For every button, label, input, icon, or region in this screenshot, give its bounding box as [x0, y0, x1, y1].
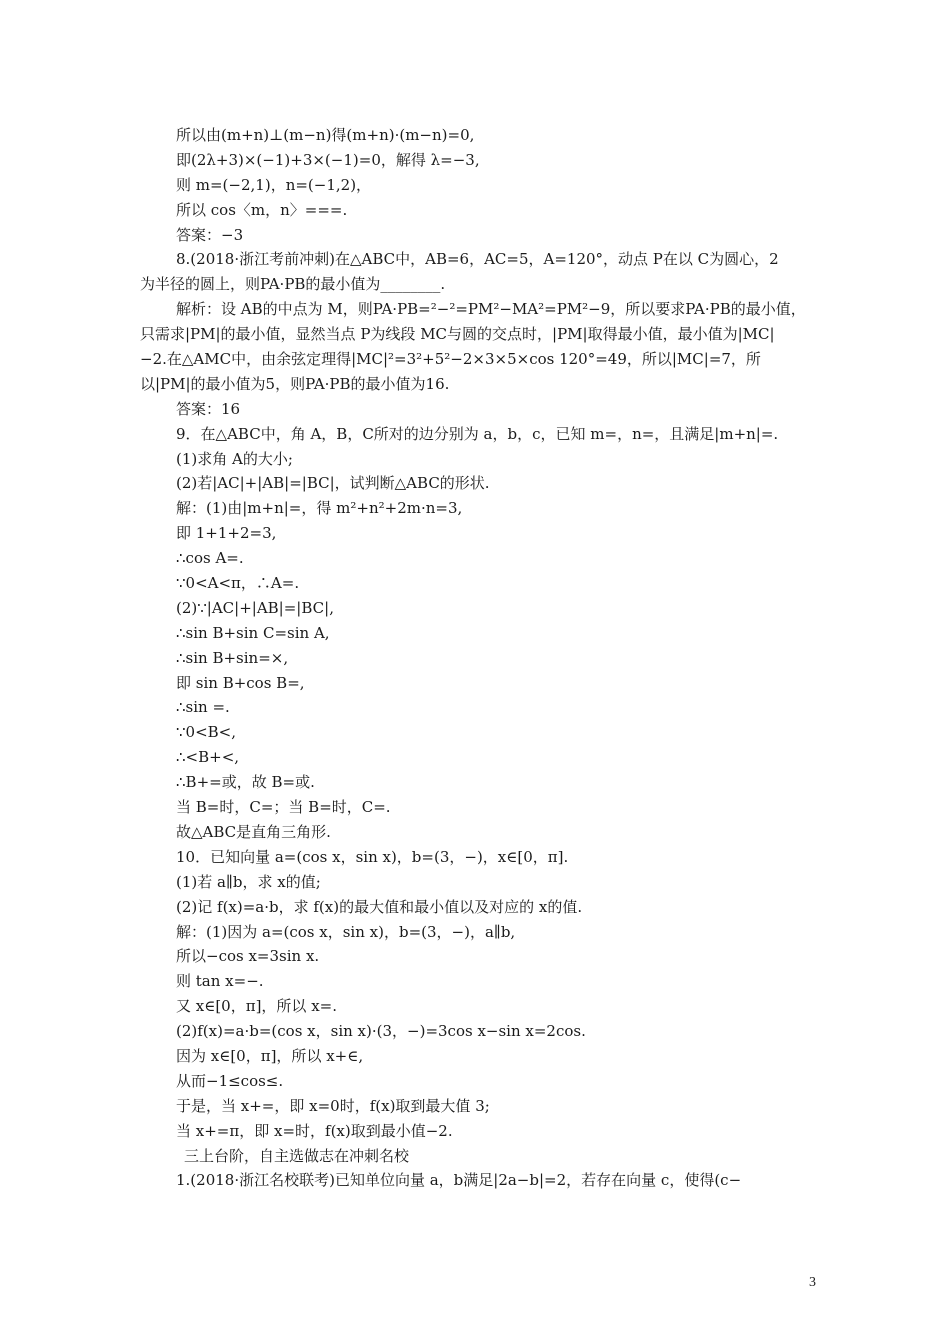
- text-line: 因为 x∈[0，π]，所以 x+∈,: [176, 1046, 364, 1065]
- analysis-line: 解析：设 AB的中点为 M，则PA·PB=²−²=PM²−MA²=PM²−9，所以要求PA·PB的最小值，: [176, 300, 806, 319]
- text-line: 解：(1)因为 a=(cos x，sin x)，b=(3，−)，a∥b,: [176, 922, 516, 941]
- question-1: 1.(2018·浙江名校联考)已知单位向量 a，b满足|2a−b|=2，若存在向量 c，使得(c−: [176, 1171, 742, 1190]
- text-line: 解：(1)由|m+n|=，得 m²+n²+2m·n=3,: [176, 499, 463, 518]
- text-line: 以|PM|的最小值为5，则PA·PB的最小值为16.: [140, 374, 450, 393]
- text-line: −2.在△AMC中，由余弦定理得|MC|²=3²+5²−2×3×5×cos 120°=49，所以|MC|=7，所: [140, 350, 761, 369]
- text-line: ∵0<A<π，∴A=.: [176, 574, 300, 593]
- question-10: 10．已知向量 a=(cos x，sin x)，b=(3，−)，x∈[0，π].: [176, 847, 569, 866]
- answer-line: 答案：16: [176, 399, 241, 418]
- text-line: 则 m=(−2,1)，n=(−1,2)，: [176, 175, 372, 194]
- text-line: 即 sin B+cos B=,: [176, 673, 305, 692]
- text-line: 所以由(m+n)⊥(m−n)得(m+n)·(m−n)=0,: [176, 126, 475, 144]
- text-line: 又 x∈[0，π]，所以 x=.: [176, 997, 338, 1016]
- text-line: ∴<B+<,: [176, 748, 240, 767]
- text-line: 为半径的圆上，则PA·PB的最小值为________.: [140, 275, 446, 294]
- text-line: ∵0<B<,: [176, 723, 237, 742]
- text-line: 故△ABC是直角三角形.: [176, 822, 331, 841]
- text-line: 所以−cos x=3sin x.: [176, 947, 320, 966]
- section-heading: 三上台阶，自主选做志在冲刺名校: [184, 1146, 410, 1165]
- text-line: 当 x+=π，即 x=时，f(x)取到最小值−2.: [176, 1121, 453, 1140]
- question-8: 8.(2018·浙江考前冲刺)在△ABC中，AB=6，AC=5，A=120°，动点 P在以 C为圆心，2: [176, 250, 779, 269]
- text-line: 即 1+1+2=3,: [176, 524, 277, 543]
- text-line: ∴sin B+sin=×,: [176, 648, 289, 667]
- text-line: (2)记 f(x)=a·b，求 f(x)的最大值和最小值以及对应的 x的值.: [176, 897, 583, 916]
- text-line: 从而−1≤cos≤.: [176, 1071, 284, 1090]
- text-line: 只需求|PM|的最小值，显然当点 P为线段 MC与圆的交点时，|PM|取得最小值，最小值为|MC|: [140, 325, 775, 344]
- question-9: 9．在△ABC中，角 A，B，C所对的边分别为 a，b，c，已知 m=，n=，且满足|m+n|=.: [176, 424, 779, 443]
- text-line: ∴cos A=.: [176, 549, 244, 568]
- text-line: (2)∵|AC|+|AB|=|BC|,: [176, 598, 334, 617]
- page-number: 3: [809, 1275, 816, 1290]
- text-line: (1)若 a∥b，求 x的值;: [176, 872, 321, 891]
- text-line: 即(2λ+3)×(−1)+3×(−1)=0，解得 λ=−3,: [176, 150, 480, 169]
- text-line: (1)求角 A的大小;: [176, 449, 293, 468]
- text-line: ∴B+=或，故 B=或.: [176, 773, 315, 792]
- text-line: 所以 cos〈m，n〉===.: [176, 200, 348, 219]
- text-line: ∴sin B+sin C=sin A,: [176, 623, 330, 642]
- text-line: (2)若|AC|+|AB|=|BC|，试判断△ABC的形状.: [176, 474, 490, 493]
- answer-line: 答案：−3: [176, 225, 244, 244]
- text-line: 于是，当 x+=，即 x=0时，f(x)取到最大值 3;: [176, 1096, 490, 1115]
- text-line: 则 tan x=−.: [176, 972, 264, 991]
- text-line: 当 B=时，C=；当 B=时，C=.: [176, 798, 391, 817]
- page-content: [140, 123, 820, 1193]
- text-line: (2)f(x)=a·b=(cos x，sin x)·(3，−)=3cos x−sin x=2cos.: [176, 1022, 586, 1041]
- text-line: ∴sin =.: [176, 698, 230, 717]
